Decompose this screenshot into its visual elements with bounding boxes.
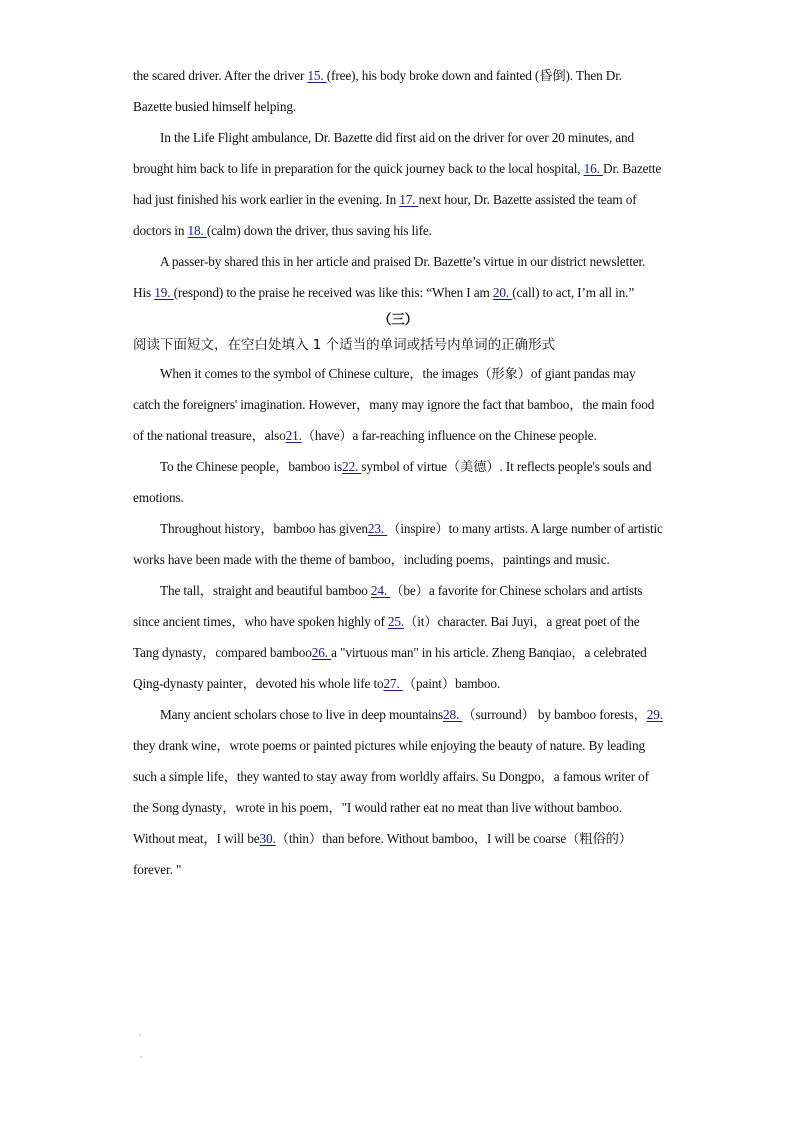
text-run: （have）a far-reaching influence on the Chinese people. xyxy=(301,428,597,443)
text-run: Throughout history，bamboo has given xyxy=(160,521,368,536)
blank-24[interactable]: 24. xyxy=(370,583,391,598)
text-run: they drank wine，wrote poems or painted pictures while enjoying the beauty of nature. By leading such a simple life，they wanted to stay away from worldly affairs. Su Dongpo，a famous writer of the Song dynasty，wrote in his poem，"I would rather eat no meat than live without bamboo. Without meat，I will be xyxy=(133,738,649,846)
passage3-paragraph-5 xyxy=(133,699,663,885)
text-run: In the Life Flight ambulance, Dr. Bazette did first aid on the driver for over 20 minutes, and brought him back to life in preparation for the quick journey back to the local hospital, xyxy=(133,130,635,176)
text-run: A passer-by shared this in her article and praised Dr. Bazette’s virtue in our district newsletter. His xyxy=(133,254,646,300)
text-run: (respond) to the praise he received was like this: “When I am xyxy=(173,285,493,300)
text-run: （surround） by bamboo forests， xyxy=(462,707,647,722)
passage3-paragraph-3 xyxy=(133,513,663,575)
text-run: （be）a favorite for Chinese scholars and artists since ancient times，who have spoken highly of xyxy=(133,583,643,629)
text-run: (call) to act, I’m all in.” xyxy=(512,285,635,300)
text-run: （paint）bamboo. xyxy=(402,676,501,691)
text-run: next hour, Dr. Bazette assisted the team of doctors in xyxy=(133,192,637,238)
text-run: To the Chinese people，bamboo is xyxy=(160,459,343,474)
passage2-paragraph-2 xyxy=(133,122,663,246)
text-run: When it comes to the symbol of Chinese culture，the images（形象）of giant pandas may catch the foreigners' imagination. However，many may ignore the fact that bamboo，the main food of the national treasure，also xyxy=(133,366,655,443)
blank-18[interactable]: 18. xyxy=(187,223,207,238)
passage2-paragraph-3 xyxy=(133,246,663,308)
scan-speck xyxy=(139,1034,141,1036)
blank-16[interactable]: 16. xyxy=(583,161,604,176)
document-content xyxy=(133,60,663,885)
text-run: (calm) down the driver, thus saving his life. xyxy=(206,223,432,238)
text-run: Many ancient scholars chose to live in deep mountains xyxy=(160,707,444,722)
blank-27[interactable]: 27. xyxy=(383,676,403,691)
blank-20[interactable]: 20. xyxy=(492,285,513,300)
passage2-paragraph-1 xyxy=(133,60,663,122)
text-run: symbol of virtue（美德）. It reflects people's souls and emotions. xyxy=(133,459,652,505)
blank-26[interactable]: 26. xyxy=(311,645,332,660)
blank-22[interactable]: 22. xyxy=(342,459,362,474)
blank-29[interactable]: 29. xyxy=(646,707,663,722)
text-run: a "virtuous man" in his article. Zheng Banqiao，a celebrated Qing-dynasty painter，devoted his whole life to xyxy=(133,645,647,691)
blank-28[interactable]: 28. xyxy=(443,707,463,722)
text-run: （thin）than before. Without bamboo，I will be coarse（粗俗的）forever. " xyxy=(133,831,632,877)
passage3-paragraph-1 xyxy=(133,358,663,451)
blank-25[interactable]: 25. xyxy=(387,614,405,629)
text-run: The tall，straight and beautiful bamboo xyxy=(160,583,371,598)
blank-19[interactable]: 19. xyxy=(154,285,174,300)
scan-speck xyxy=(140,1056,142,1058)
text-run: (free), his body broke down and fainted (昏倒). Then Dr. Bazette busied himself helping. xyxy=(133,68,622,114)
blank-15[interactable]: 15. xyxy=(307,68,327,83)
passage3-paragraph-4 xyxy=(133,575,663,699)
passage3-paragraph-2 xyxy=(133,451,663,513)
blank-17[interactable]: 17. xyxy=(399,192,419,207)
section-title: （三） xyxy=(377,312,419,328)
text-run: the scared driver. After the driver xyxy=(133,68,308,83)
blank-21[interactable]: 21. xyxy=(285,428,302,443)
text-run: （inspire）to many artists. A large number of artistic works have been made with the theme of bamboo，including poems，paintings and music. xyxy=(133,521,663,567)
blank-30[interactable]: 30. xyxy=(259,831,276,846)
section-instruction: 阅读下面短文，在空白处填入 1 个适当的单词或括号内单词的正确形式 xyxy=(133,337,556,353)
blank-23[interactable]: 23. xyxy=(367,521,388,536)
text-run: Dr. Bazette had just finished his work earlier in the evening. In xyxy=(133,161,662,207)
text-run: （it）character. Bai Juyi，a great poet of the Tang dynasty，compared bamboo xyxy=(133,614,640,660)
